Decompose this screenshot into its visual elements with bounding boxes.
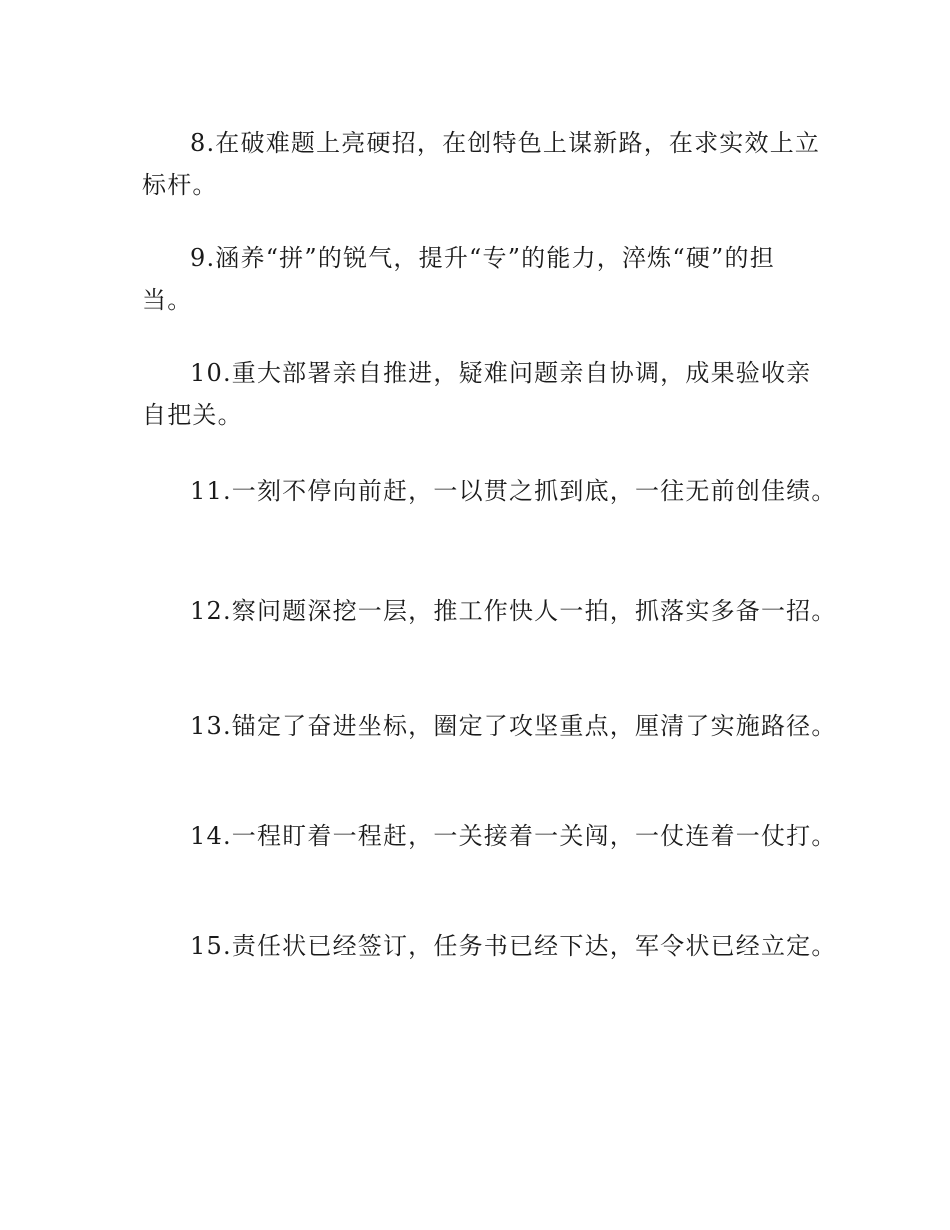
list-item-10: 10.重大部署亲自推进，疑难问题亲自协调，成果验收亲自把关。 — [142, 359, 812, 429]
list-item-9: 9.涵养“拼”的锐气，提升“专”的能力，淬炼“硬”的担当。 — [142, 244, 775, 314]
list-item-8: 8.在破难题上亮硬招，在创特色上谋新路，在求实效上立标杆。 — [142, 129, 821, 199]
list-item-12: 12.察问题深挖一层，推工作快人一拍，抓落实多备一招。 — [190, 597, 837, 625]
list-item-11: 11.一刻不停向前赶，一以贯之抓到底，一往无前创佳绩。 — [190, 477, 837, 505]
list-item-15: 15.责任状已经签订，任务书已经下达，军令状已经立定。 — [190, 932, 837, 960]
list-item-14: 14.一程盯着一程赶，一关接着一关闯，一仗连着一仗打。 — [190, 822, 837, 850]
list-item-13: 13.锚定了奋进坐标，圈定了攻坚重点，厘清了实施路径。 — [190, 712, 837, 740]
